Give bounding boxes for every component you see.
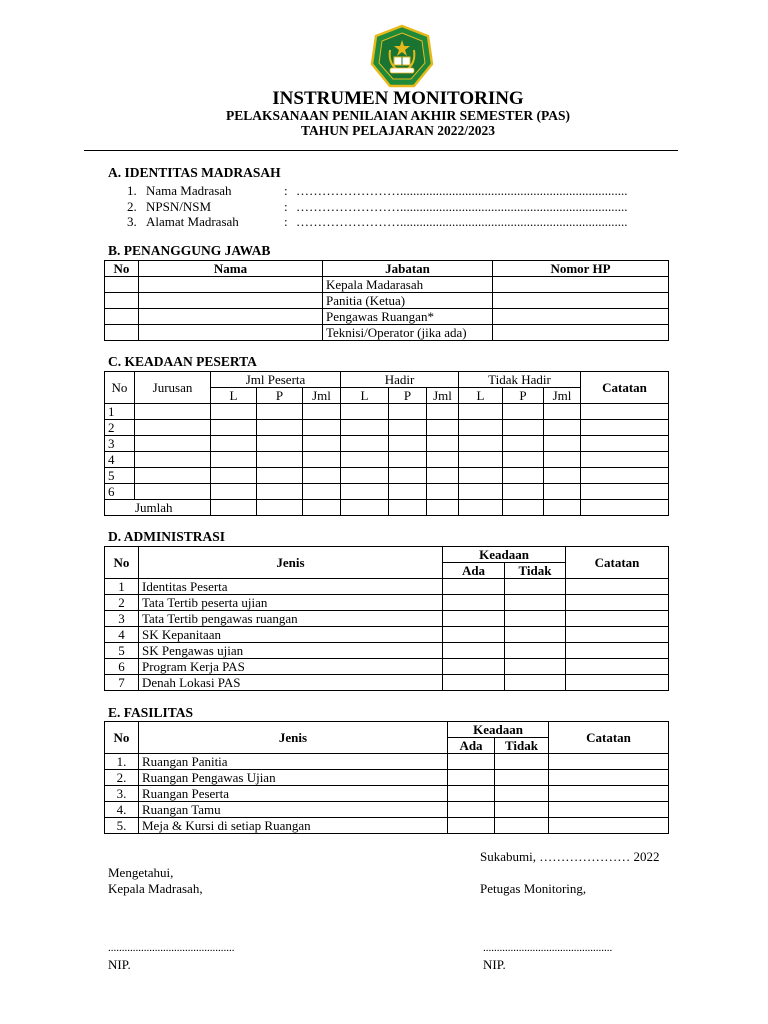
cell[interactable] xyxy=(427,500,459,516)
cell[interactable] xyxy=(459,452,503,468)
column-header-nomor-hp: Nomor HP xyxy=(493,261,669,277)
cell-ada[interactable] xyxy=(448,802,495,818)
cell[interactable] xyxy=(303,404,341,420)
headmaster-signature-line[interactable]: .............................................. xyxy=(108,942,235,954)
cell-catatan[interactable] xyxy=(581,404,669,420)
cell-tidak[interactable] xyxy=(495,818,549,834)
subheader-tidak: Tidak xyxy=(495,738,549,754)
row-number: 4 xyxy=(105,452,135,468)
cell[interactable] xyxy=(341,420,389,436)
cell[interactable] xyxy=(303,436,341,452)
section-a-heading: A. IDENTITAS MADRASAH xyxy=(108,165,281,180)
cell[interactable] xyxy=(427,404,459,420)
row-jenis: Ruangan Pengawas Ujian xyxy=(139,770,448,786)
cell[interactable] xyxy=(459,420,503,436)
column-header-jml-peserta: Jml Peserta xyxy=(211,372,341,388)
table-row xyxy=(105,659,669,675)
cell[interactable] xyxy=(389,484,427,500)
section-d-heading: D. ADMINISTRASI xyxy=(108,529,226,544)
cell[interactable] xyxy=(544,404,581,420)
subheader-ada: Ada xyxy=(443,563,505,579)
cell[interactable] xyxy=(459,500,503,516)
table-total-row xyxy=(105,500,669,516)
row-number: 3 xyxy=(105,436,135,452)
identity-number: 2. xyxy=(127,199,137,214)
cell[interactable] xyxy=(257,420,303,436)
row-number: 1 xyxy=(105,404,135,420)
headmaster-label: Kepala Madrasah, xyxy=(108,881,203,896)
subheader-jml: Jml xyxy=(544,388,581,404)
row-number: 5 xyxy=(105,468,135,484)
identity-fill-line[interactable]: ……………………...................................................................... xyxy=(296,214,628,229)
cell[interactable] xyxy=(257,452,303,468)
subheader-tidak: Tidak xyxy=(505,563,566,579)
cell[interactable] xyxy=(459,468,503,484)
cell[interactable] xyxy=(211,468,257,484)
row-number: 6 xyxy=(105,484,135,500)
cell-no[interactable] xyxy=(105,277,139,293)
acknowledged-label: Mengetahui, xyxy=(108,865,174,880)
officer-signature-line[interactable]: ............................................... xyxy=(483,942,613,954)
row-jenis: Identitas Peserta xyxy=(139,579,443,595)
cell-catatan[interactable] xyxy=(566,643,669,659)
column-header-catatan: Catatan xyxy=(549,722,669,754)
cell-catatan[interactable] xyxy=(549,770,669,786)
cell[interactable] xyxy=(211,436,257,452)
column-header-jenis: Jenis xyxy=(139,722,448,754)
row-number: 4. xyxy=(105,802,139,818)
monitoring-officer-label: Petugas Monitoring, xyxy=(480,881,587,896)
subheader-jml: Jml xyxy=(427,388,459,404)
table-row xyxy=(105,404,669,420)
cell-catatan[interactable] xyxy=(581,500,669,516)
subheader-p: P xyxy=(257,388,303,404)
row-jenis: Ruangan Panitia xyxy=(139,754,448,770)
table-row xyxy=(105,675,669,691)
cell-ada[interactable] xyxy=(443,643,505,659)
section-e-heading: E. FASILITAS xyxy=(108,705,194,720)
cell-no[interactable] xyxy=(105,325,139,341)
cell-tidak[interactable] xyxy=(495,786,549,802)
row-number: 4 xyxy=(105,627,139,643)
cell[interactable] xyxy=(389,468,427,484)
cell-catatan[interactable] xyxy=(549,802,669,818)
cell-catatan[interactable] xyxy=(566,675,669,691)
cell-ada[interactable] xyxy=(443,611,505,627)
cell-tidak[interactable] xyxy=(505,659,566,675)
cell-nomor-hp[interactable] xyxy=(493,309,669,325)
table-row xyxy=(105,468,669,484)
cell-jurusan[interactable] xyxy=(135,420,211,436)
cell-ada[interactable] xyxy=(443,595,505,611)
table-row xyxy=(105,484,669,500)
cell-jurusan[interactable] xyxy=(135,452,211,468)
subheader-jml: Jml xyxy=(303,388,341,404)
cell[interactable] xyxy=(503,500,544,516)
row-number: 6 xyxy=(105,659,139,675)
cell[interactable] xyxy=(459,484,503,500)
cell-tidak[interactable] xyxy=(505,611,566,627)
row-jenis: Ruangan Peserta xyxy=(139,786,448,802)
identity-colon: : xyxy=(284,199,288,214)
table-header-row xyxy=(105,722,669,738)
cell[interactable] xyxy=(211,500,257,516)
cell-no[interactable] xyxy=(105,309,139,325)
column-header-keadaan: Keadaan xyxy=(448,722,549,738)
identity-number: 3. xyxy=(127,214,137,229)
cell-ada[interactable] xyxy=(443,627,505,643)
column-header-no: No xyxy=(105,261,139,277)
cell[interactable] xyxy=(303,468,341,484)
table-row xyxy=(105,818,669,834)
cell[interactable] xyxy=(503,436,544,452)
cell-no[interactable] xyxy=(105,293,139,309)
identity-label: NPSN/NSM xyxy=(146,199,212,214)
subheader-p: P xyxy=(503,388,544,404)
identity-fill-line[interactable]: ……………………...................................................................... xyxy=(296,199,628,214)
cell-catatan[interactable] xyxy=(581,420,669,436)
row-number: 3. xyxy=(105,786,139,802)
table-header-row xyxy=(105,372,669,388)
column-header-tidak-hadir: Tidak Hadir xyxy=(459,372,581,388)
cell-ada[interactable] xyxy=(443,579,505,595)
identity-label: Nama Madrasah xyxy=(146,183,232,198)
section-b-heading: B. PENANGGUNG JAWAB xyxy=(108,243,271,258)
cell-catatan[interactable] xyxy=(566,579,669,595)
penanggung-jawab-table xyxy=(104,260,669,341)
cell-nomor-hp[interactable] xyxy=(493,325,669,341)
column-header-nama: Nama xyxy=(139,261,323,277)
cell[interactable] xyxy=(257,436,303,452)
column-header-catatan: Catatan xyxy=(566,547,669,579)
cell[interactable] xyxy=(503,484,544,500)
cell-ada[interactable] xyxy=(448,770,495,786)
identity-colon: : xyxy=(284,183,288,198)
cell-nomor-hp[interactable] xyxy=(493,293,669,309)
cell-ada[interactable] xyxy=(448,754,495,770)
administrasi-table xyxy=(104,546,669,691)
cell-ada[interactable] xyxy=(448,818,495,834)
document-year: TAHUN PELAJARAN 2022/2023 xyxy=(300,123,495,138)
cell[interactable] xyxy=(257,484,303,500)
cell[interactable] xyxy=(341,484,389,500)
cell[interactable] xyxy=(544,452,581,468)
cell[interactable] xyxy=(303,420,341,436)
row-number: 5 xyxy=(105,643,139,659)
row-jenis: SK Pengawas ujian xyxy=(139,643,443,659)
subheader-ada: Ada xyxy=(448,738,495,754)
cell[interactable] xyxy=(503,404,544,420)
row-jenis: SK Kepanitaan xyxy=(139,627,443,643)
cell[interactable] xyxy=(427,420,459,436)
cell-catatan[interactable] xyxy=(566,611,669,627)
table-row xyxy=(105,802,669,818)
cell-catatan[interactable] xyxy=(581,436,669,452)
cell-catatan[interactable] xyxy=(549,818,669,834)
row-number: 1 xyxy=(105,579,139,595)
cell-tidak[interactable] xyxy=(505,675,566,691)
table-row xyxy=(105,579,669,595)
cell[interactable] xyxy=(211,420,257,436)
row-number: 1. xyxy=(105,754,139,770)
table-row xyxy=(105,277,669,293)
column-header-no: No xyxy=(105,547,139,579)
cell-ada[interactable] xyxy=(443,659,505,675)
row-jenis: Ruangan Tamu xyxy=(139,802,448,818)
row-jenis: Meja & Kursi di setiap Ruangan xyxy=(139,818,448,834)
identity-number: 1. xyxy=(127,183,137,198)
cell-nama[interactable] xyxy=(139,325,323,341)
cell-catatan[interactable] xyxy=(566,659,669,675)
cell[interactable] xyxy=(211,452,257,468)
table-row xyxy=(105,643,669,659)
cell[interactable] xyxy=(341,452,389,468)
cell-ada[interactable] xyxy=(448,786,495,802)
identity-colon: : xyxy=(284,214,288,229)
cell[interactable] xyxy=(389,420,427,436)
cell-jurusan[interactable] xyxy=(135,404,211,420)
row-number: 3 xyxy=(105,611,139,627)
cell-catatan[interactable] xyxy=(581,484,669,500)
document-title: INSTRUMEN MONITORING xyxy=(272,88,524,109)
cell-jabatan: Panitia (Ketua) xyxy=(323,293,493,309)
cell-nama[interactable] xyxy=(139,293,323,309)
cell-tidak[interactable] xyxy=(495,754,549,770)
table-row xyxy=(105,452,669,468)
row-jenis: Denah Lokasi PAS xyxy=(139,675,443,691)
cell-catatan[interactable] xyxy=(581,468,669,484)
cell[interactable] xyxy=(389,452,427,468)
officer-nip: NIP. xyxy=(483,957,506,972)
cell[interactable] xyxy=(544,484,581,500)
cell[interactable] xyxy=(503,420,544,436)
row-number: 2. xyxy=(105,770,139,786)
cell[interactable] xyxy=(257,468,303,484)
identity-fill-line[interactable]: ……………………...................................................................... xyxy=(296,183,628,198)
column-header-jurusan: Jurusan xyxy=(135,372,211,404)
column-header-no: No xyxy=(105,372,135,404)
cell[interactable] xyxy=(341,436,389,452)
table-row xyxy=(105,627,669,643)
cell-jurusan[interactable] xyxy=(135,468,211,484)
cell-jurusan[interactable] xyxy=(135,436,211,452)
place-date: Sukabumi, ………………… 2022 xyxy=(480,849,660,864)
cell-catatan[interactable] xyxy=(566,627,669,643)
fasilitas-table xyxy=(104,721,669,834)
cell[interactable] xyxy=(427,452,459,468)
cell[interactable] xyxy=(341,500,389,516)
cell-catatan[interactable] xyxy=(549,786,669,802)
row-jenis: Tata Tertib pengawas ruangan xyxy=(139,611,443,627)
row-number: 2 xyxy=(105,595,139,611)
cell-tidak[interactable] xyxy=(505,643,566,659)
table-row xyxy=(105,786,669,802)
cell-tidak[interactable] xyxy=(505,627,566,643)
cell[interactable] xyxy=(544,468,581,484)
table-row xyxy=(105,611,669,627)
cell-catatan[interactable] xyxy=(566,595,669,611)
subheader-l: L xyxy=(459,388,503,404)
headmaster-nip: NIP. xyxy=(108,957,131,972)
subheader-l: L xyxy=(341,388,389,404)
keadaan-peserta-table xyxy=(104,371,669,516)
cell[interactable] xyxy=(303,500,341,516)
table-row xyxy=(105,595,669,611)
cell[interactable] xyxy=(544,436,581,452)
table-row xyxy=(105,754,669,770)
column-header-no: No xyxy=(105,722,139,754)
cell[interactable] xyxy=(459,404,503,420)
header-divider xyxy=(84,150,678,151)
document-subtitle: PELAKSANAAN PENILAIAN AKHIR SEMESTER (PAS) xyxy=(225,108,571,123)
cell-tidak[interactable] xyxy=(505,595,566,611)
row-number: 5. xyxy=(105,818,139,834)
column-header-hadir: Hadir xyxy=(341,372,459,388)
subheader-p: P xyxy=(389,388,427,404)
kemenag-logo-icon xyxy=(370,24,434,88)
column-header-keadaan: Keadaan xyxy=(443,547,566,563)
subheader-l: L xyxy=(211,388,257,404)
cell[interactable] xyxy=(503,468,544,484)
cell-tidak[interactable] xyxy=(495,802,549,818)
column-header-jabatan: Jabatan xyxy=(323,261,493,277)
cell[interactable] xyxy=(389,404,427,420)
cell[interactable] xyxy=(427,468,459,484)
column-header-jenis: Jenis xyxy=(139,547,443,579)
cell-jabatan: Kepala Madarasah xyxy=(323,277,493,293)
cell[interactable] xyxy=(427,436,459,452)
table-row xyxy=(105,420,669,436)
cell-tidak[interactable] xyxy=(505,579,566,595)
cell[interactable] xyxy=(427,484,459,500)
cell-jabatan: Pengawas Ruangan* xyxy=(323,309,493,325)
cell-jabatan: Teknisi/Operator (jika ada) xyxy=(323,325,493,341)
row-jenis: Program Kerja PAS xyxy=(139,659,443,675)
cell[interactable] xyxy=(303,484,341,500)
cell-tidak[interactable] xyxy=(495,770,549,786)
cell-jurusan[interactable] xyxy=(135,484,211,500)
cell[interactable] xyxy=(257,404,303,420)
cell-nama[interactable] xyxy=(139,309,323,325)
table-header-row xyxy=(105,261,669,277)
cell[interactable] xyxy=(341,404,389,420)
table-row xyxy=(105,293,669,309)
cell[interactable] xyxy=(389,500,427,516)
total-label: Jumlah xyxy=(105,500,211,516)
table-row xyxy=(105,436,669,452)
cell-catatan[interactable] xyxy=(581,452,669,468)
row-number: 2 xyxy=(105,420,135,436)
table-row xyxy=(105,325,669,341)
row-jenis: Tata Tertib peserta ujian xyxy=(139,595,443,611)
cell[interactable] xyxy=(459,436,503,452)
cell[interactable] xyxy=(544,500,581,516)
cell[interactable] xyxy=(257,500,303,516)
table-row xyxy=(105,309,669,325)
cell-nama[interactable] xyxy=(139,277,323,293)
table-header-row xyxy=(105,547,669,563)
cell[interactable] xyxy=(211,404,257,420)
cell-nomor-hp[interactable] xyxy=(493,277,669,293)
cell[interactable] xyxy=(341,468,389,484)
row-number: 7 xyxy=(105,675,139,691)
cell-ada[interactable] xyxy=(443,675,505,691)
table-row xyxy=(105,770,669,786)
cell[interactable] xyxy=(544,420,581,436)
identity-label: Alamat Madrasah xyxy=(146,214,239,229)
column-header-catatan: Catatan xyxy=(581,372,669,404)
section-c-heading: C. KEADAAN PESERTA xyxy=(108,354,257,369)
cell[interactable] xyxy=(503,452,544,468)
cell-catatan[interactable] xyxy=(549,754,669,770)
cell[interactable] xyxy=(211,484,257,500)
cell[interactable] xyxy=(389,436,427,452)
cell[interactable] xyxy=(303,452,341,468)
